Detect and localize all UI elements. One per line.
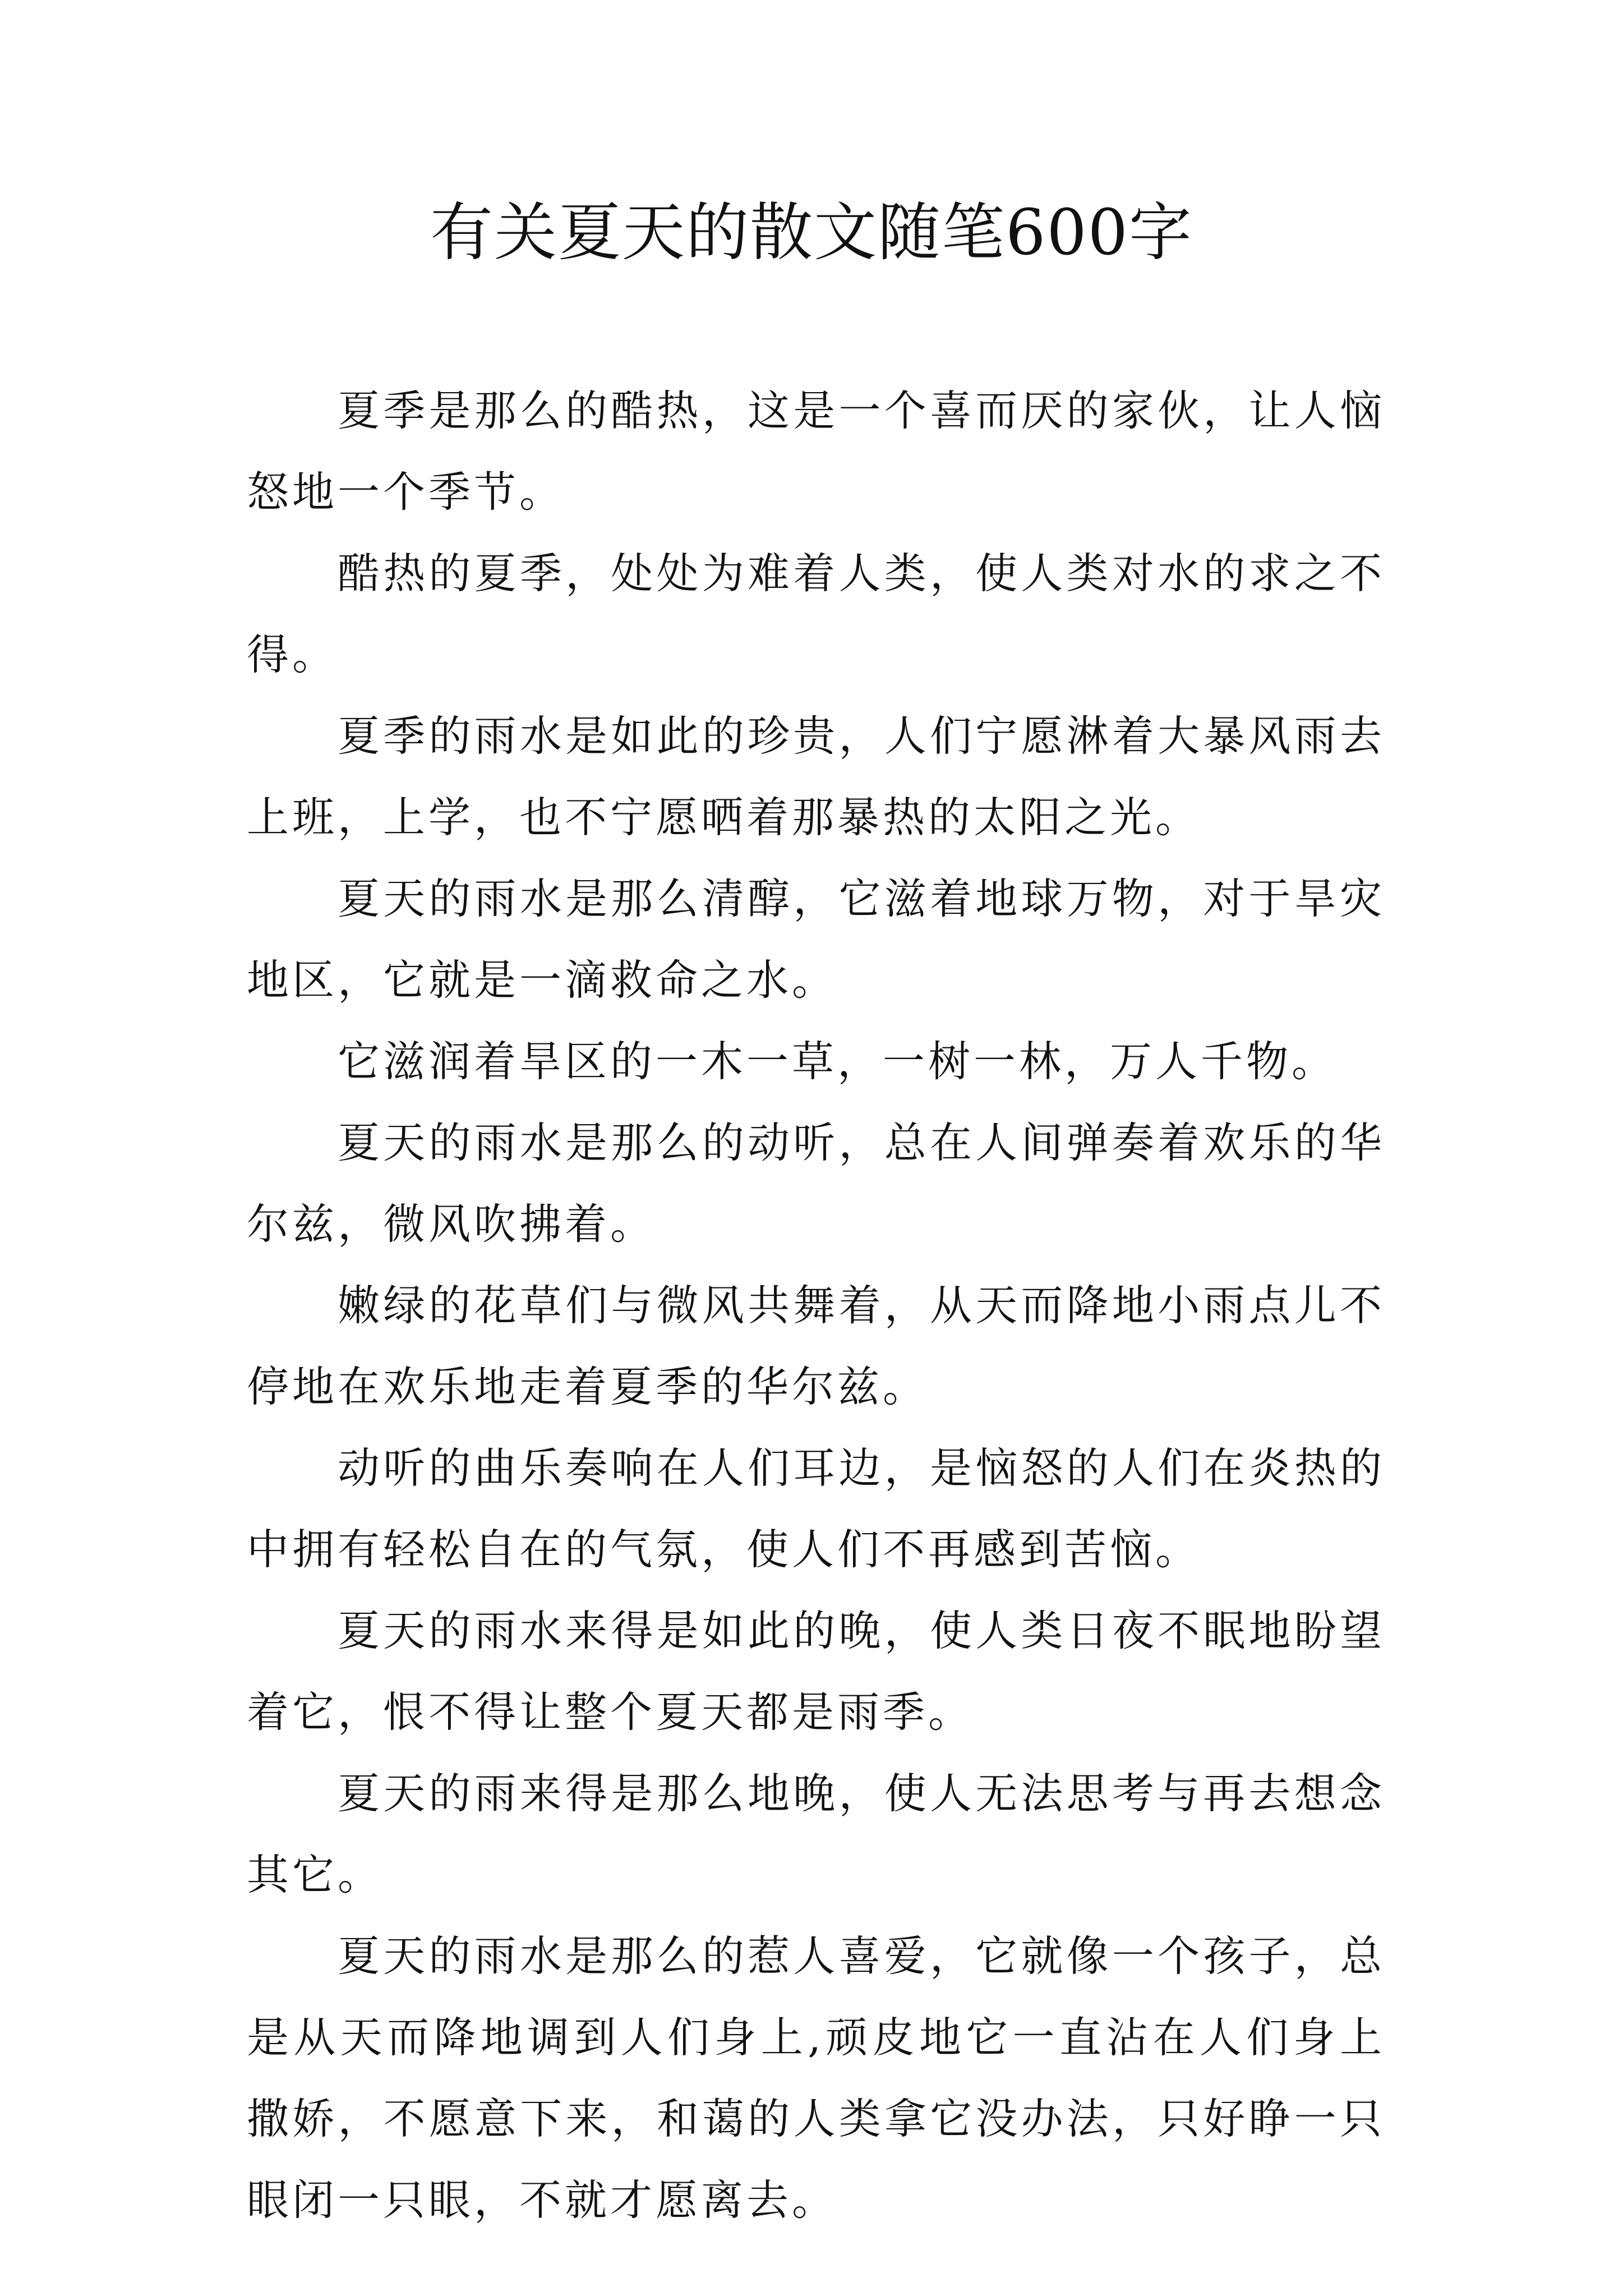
paragraph: 嫩绿的花草们与微风共舞着，从天而降地小雨点儿不停地在欢乐地走着夏季的华尔兹。 bbox=[247, 1281, 1385, 1411]
paragraph: 夏季是那么的酷热，这是一个喜而厌的家伙，让人恼怒地一个季节。 bbox=[247, 386, 1385, 517]
paragraph: 夏天的雨水来得是如此的晚，使人类日夜不眠地盼望着它，恨不得让整个夏天都是雨季。 bbox=[247, 1606, 1385, 1737]
paragraph: 它滋润着旱区的一木一草，一树一林，万人千物。 bbox=[338, 1037, 1338, 1086]
paragraph: 夏天的雨水是那么清醇，它滋着地球万物，对于旱灾地区，它就是一滴救命之水。 bbox=[247, 874, 1385, 1005]
paragraph: 夏天的雨水是那么的惹人喜爱，它就像一个孩子，总是从天而降地调到人们身上,顽皮地它一直沾在人们身上撒娇，不愿意下来，和蔼的人类拿它没办法，只好睁一只眼闭一只眼，不就才愿离去。 bbox=[247, 1931, 1385, 2225]
document-title: 有关夏天的散文随笔600字 bbox=[430, 196, 1193, 269]
document-body bbox=[247, 370, 1385, 2241]
paragraph: 酷热的夏季，处处为难着人类，使人类对水的求之不得。 bbox=[247, 549, 1385, 679]
paragraph: 夏季的雨水是如此的珍贵，人们宁愿淋着大暴风雨去上班，上学，也不宁愿晒着那暴热的太阳之光。 bbox=[247, 711, 1385, 842]
paragraph: 动听的曲乐奏响在人们耳边，是恼怒的人们在炎热的中拥有轻松自在的气氛，使人们不再感到苦恼。 bbox=[247, 1443, 1385, 1574]
paragraph: 夏天的雨来得是那么地晚，使人无法思考与再去想念其它。 bbox=[247, 1769, 1385, 1899]
paragraph: 夏天的雨水是那么的动听，总在人间弹奏着欢乐的华尔兹，微风吹拂着。 bbox=[247, 1118, 1385, 1249]
